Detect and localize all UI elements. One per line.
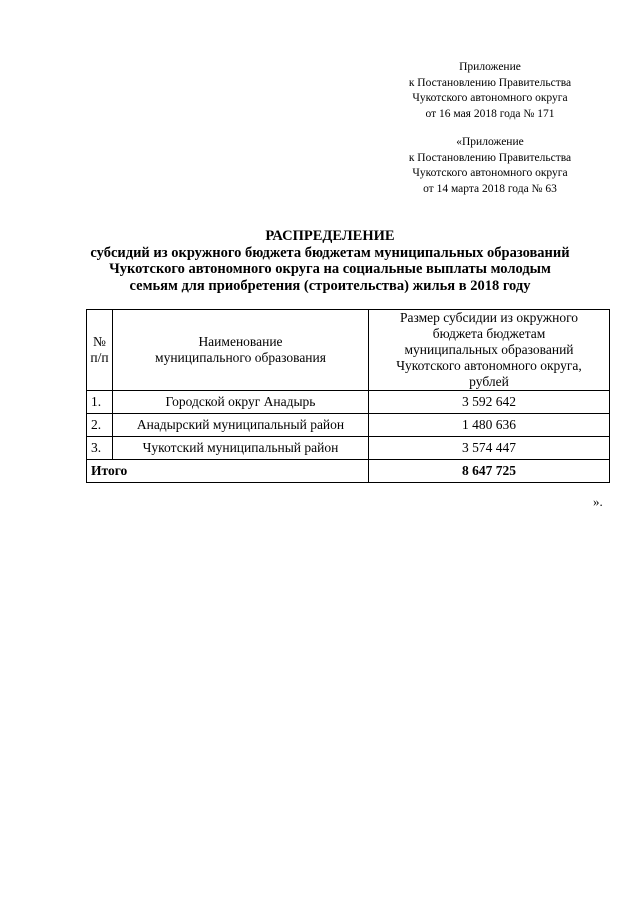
header-text: бюджета бюджетам bbox=[432, 326, 546, 341]
header-text: муниципальных образований bbox=[404, 342, 574, 357]
row-number: 2. bbox=[87, 414, 113, 437]
header-text: Наименование bbox=[198, 334, 283, 349]
total-label: Итого bbox=[87, 460, 369, 483]
row-amount: 3 574 447 bbox=[369, 437, 610, 460]
appendix-line: Приложение bbox=[459, 61, 521, 73]
appendix-line: Чукотского автономного округа bbox=[412, 92, 568, 104]
table-total-row bbox=[87, 460, 610, 483]
appendix-line: к Постановлению Правительства bbox=[408, 151, 572, 164]
header-text: № bbox=[93, 334, 106, 349]
header-number bbox=[87, 310, 113, 391]
header-text: муниципального образования bbox=[155, 350, 326, 365]
row-municipality: Чукотский муниципальный район bbox=[113, 437, 369, 460]
row-municipality: Городской округ Анадырь bbox=[113, 391, 369, 414]
title-subline: семьям для приобретения (строительства) жилья в 2018 году bbox=[129, 277, 531, 294]
header-text: рублей bbox=[469, 374, 509, 389]
table-row bbox=[87, 414, 610, 437]
appendix-line: Чукотского автономного округа bbox=[412, 167, 568, 179]
appendix-header bbox=[380, 60, 600, 122]
title-subline: субсидий из окружного бюджета бюджетам муниципальных образований bbox=[90, 244, 570, 261]
document-title bbox=[60, 228, 600, 294]
row-number: 3. bbox=[87, 437, 113, 460]
title-heading: РАСПРЕДЕЛЕНИЕ bbox=[265, 228, 395, 244]
appendix-line: от 16 мая 2018 года № 171 bbox=[425, 107, 555, 120]
row-amount: 1 480 636 bbox=[369, 414, 610, 437]
appendix-line: к Постановлению Правительства bbox=[408, 76, 572, 89]
title-subline: Чукотского автономного округа на социальные выплаты молодым bbox=[109, 261, 551, 277]
appendix-line: от 14 марта 2018 года № 63 bbox=[423, 182, 557, 195]
closing-quote: ». bbox=[593, 494, 603, 509]
header-text: Размер субсидии из окружного bbox=[399, 310, 579, 325]
row-number: 1. bbox=[87, 391, 113, 414]
row-amount: 3 592 642 bbox=[369, 391, 610, 414]
original-appendix-header bbox=[380, 135, 600, 197]
table-row bbox=[87, 437, 610, 460]
table-row bbox=[87, 391, 610, 414]
table-header-row bbox=[87, 310, 610, 391]
appendix-line: «Приложение bbox=[456, 136, 524, 148]
header-text: Чукотского автономного округа, bbox=[396, 358, 582, 373]
row-municipality: Анадырский муниципальный район bbox=[113, 414, 369, 437]
subsidy-table bbox=[86, 309, 610, 483]
total-amount: 8 647 725 bbox=[369, 460, 610, 483]
header-text: п/п bbox=[90, 350, 109, 365]
header-amount bbox=[369, 310, 610, 391]
header-municipality bbox=[113, 310, 369, 391]
